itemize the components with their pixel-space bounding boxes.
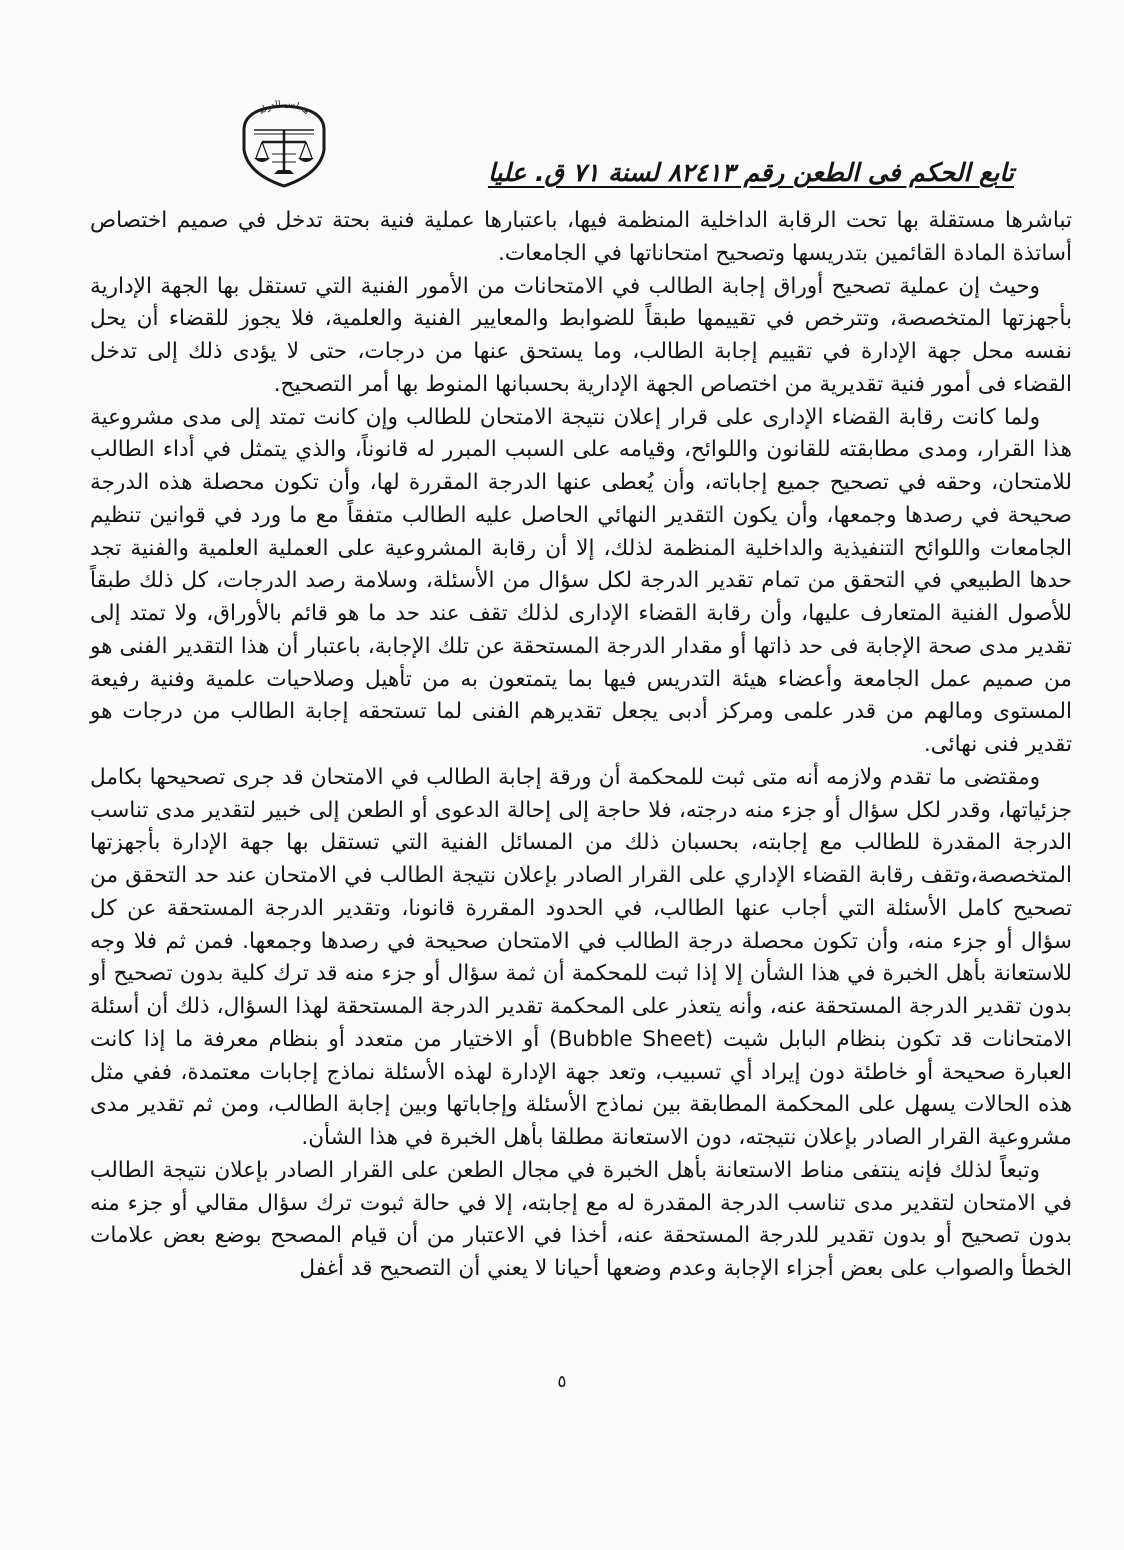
paragraph-correction-authority: وحيث إن عملية تصحيح أوراق إجابة الطالب في الامتحانات من الأمور الفنية التي تستقل بها الجهة الإدارية بأجهزتها المتخصصة، وتترخص في تقييمها طبقاً للضوابط والمعايير الفنية والعلمية، فلا يجوز للقضاء أن يحل نفسه محل جهة الإدارة في تقييم إجابة الطالب، وما يستحق عنها من درجات، حتى لا يؤدى ذلك إلى تدخل القضاء فى أمور فنية تقديرية من اختصاص الجهة الإدارية بحسبانها المنوط بها أمر التصحيح. xyxy=(90,273,1072,397)
judgment-heading: تابع الحكم فى الطعن رقم ٨٢٤١٣ لسنة ٧١ ق. عليا xyxy=(487,158,1014,187)
emblem-label: مجلس الدولة xyxy=(256,100,312,118)
paragraph-consequence: وتبعاً لذلك فإنه ينتفى مناط الاستعانة بأهل الخبرة في مجال الطعن على القرار الصادر بإعلان نتيجة الطالب في الامتحان لتقدير مدى تناسب الدرجة المقدرة له مع إجابته، إلا في حالة ثبوت ترك سؤال مقالي أو جزء منه بدون تصحيح أو بدون تقدير للدرجة المستحقة عنه، أخذا في الاعتبار من أن قيام المصحح بوضع بعض علامات الخطأ والصواب على بعض أجزاء الإجابة وعدم وضعها أحيانا لا يعني أن التصحيح قد أغفل xyxy=(90,1157,1072,1281)
page-number: ٥ xyxy=(557,1372,567,1392)
judgment-body xyxy=(90,205,1072,1286)
paragraph-continuation: تباشرها مستقلة بها تحت الرقابة الداخلية المنظمة فيها، باعتبارها عملية فنية بحتة تدخل في صميم اختصاص أساتذة المادة القائمين بتدريسها وتصحيح امتحاناتها في الجامعات. xyxy=(90,208,1072,266)
paragraph-expert-referral: ومقتضى ما تقدم ولازمه أنه متى ثبت للمحكمة أن ورقة إجابة الطالب في الامتحان قد جرى تصحيحها بكامل جزئياتها، وقدر لكل سؤال أو جزء منه درجته، فلا حاجة إلى إحالة الدعوى أو الطعن إلى خبير لتقدير مدى تناسب الدرجة المقدرة للطالب مع إجابته، بحسبان ذلك من المسائل الفنية التي تستقل بها جهة الإدارة بأجهزتها المتخصصة،وتقف رقابة القضاء الإداري على القرار الصادر بإعلان نتيجة الطالب في الامتحان عند حد التحقق من تصحيح كامل الأسئلة التي أجاب عنها الطالب، في الحدود المقررة قانونا، وتقدير الدرجة المستحقة عن كل سؤال أو جزء منه، وأن تكون محصلة درجة الطالب في الامتحان صحيحة في رصدها وجمعها. فمن ثم فلا وجه للاستعانة بأهل الخبرة في هذا الشأن إلا إذا ثبت للمحكمة أن ثمة سؤال أو جزء منه قد ترك كلية بدون تصحيح أو بدون تقدير الدرجة المستحقة عنه، وأنه يتعذر على المحكمة تقدير الدرجة المستحقة لهذا السؤال، ذلك أن أسئلة الامتحانات قد تكون بنظام البابل شيت (Bubble Sheet) أو الاختيار من متعدد أو بنظام معرفة ما إذا كانت العبارة صحيحة أو خاطئة دون إيراد أي تسبيب، وتعد جهة الإدارة لهذه الأسئلة نماذج إجابات معتمدة، ففي مثل هذه الحالات يسهل على المحكمة المطابقة بين نماذج الأسئلة وإجاباتها وبين إجابة الطالب، ومن ثم تقدير مدى مشروعية القرار الصادر بإعلان نتيجته، دون الاستعانة مطلقا بأهل الخبرة في هذا الشأن. xyxy=(90,764,1073,1150)
paragraph-judicial-review-limits: ولما كانت رقابة القضاء الإدارى على قرار إعلان نتيجة الامتحان للطالب وإن كانت تمتد إلى مدى مشروعية هذا القرار، ومدى مطابقته للقانون واللوائح، وقيامه على السبب المبرر له قانوناً، والذي يتمثل في أداء الطالب للامتحان، وحقه في تصحيح جميع إجاباته، وأن يُعطى عنها الدرجة المقررة لها، وأن تكون محصلة هذه الدرجة صحيحة في رصدها وجمعها، وأن يكون التقدير النهائي الحاصل عليه الطالب متفقاً مع ما ورد في قوانين تنظيم الجامعات واللوائح التنفيذية والداخلية المنظمة لذلك، إلا أن رقابة المشروعية على العملية العلمية والفنية تجد حدها الطبيعي في التحقق من تمام تقدير الدرجة لكل سؤال من الأسئلة، وسلامة رصد الدرجات، كل ذلك طبقاً للأصول الفنية المتعارف عليها، وأن رقابة القضاء الإدارى لذلك تقف عند حد ما هو قائم بالأوراق، ولا تمتد إلى تقدير مدى صحة الإجابة فى حد ذاتها أو مقدار الدرجة المستحقة عن تلك الإجابة، باعتبار أن هذا التقدير الفنى هو من صميم عمل الجامعة وأعضاء هيئة التدريس فيها بما يتمتعون به من تأهيل وصلاحيات علمية وفنية رفيعة المستوى ومالهم من قدر علمى ومركز أدبى يجعل تقديرهم الفنى لما تستحقه إجابة الطالب من درجات هو تقدير فنى نهائى. xyxy=(90,404,1072,757)
state-council-emblem-icon xyxy=(232,100,336,190)
svg-text:مجلس الدولة xyxy=(257,100,311,117)
